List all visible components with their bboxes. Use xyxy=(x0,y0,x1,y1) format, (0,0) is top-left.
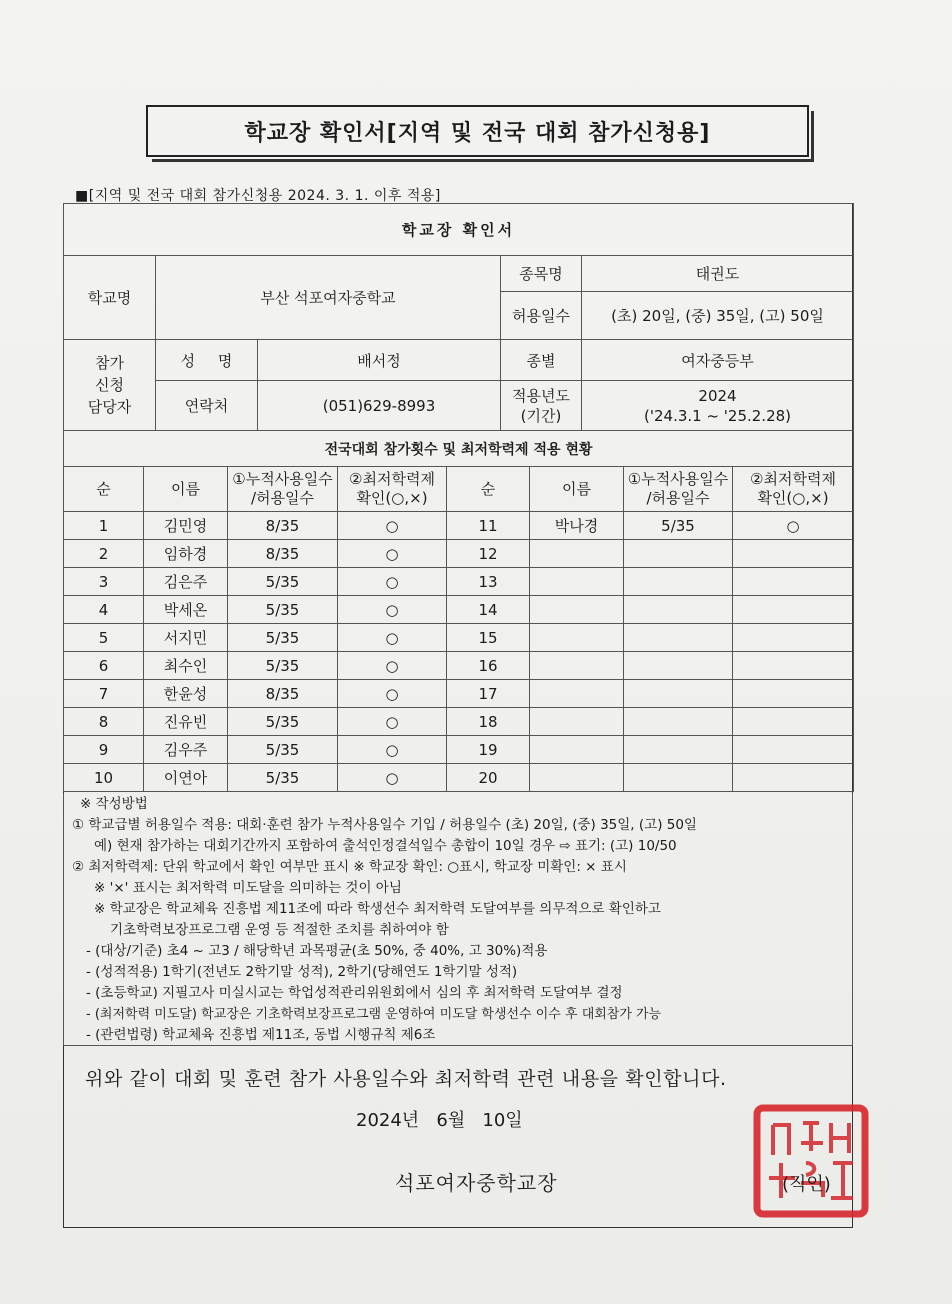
school-value: 부산 석포여자중학교 xyxy=(156,256,501,340)
seq-cell: 11 xyxy=(447,512,530,540)
seq-cell: 15 xyxy=(447,624,530,652)
days-used-cell xyxy=(624,652,733,680)
note-line: 기초학력보장프로그램 운영 등 적절한 조치를 취하여야 함 xyxy=(110,922,449,938)
seq-cell: 17 xyxy=(447,680,530,708)
seq-cell: 18 xyxy=(447,708,530,736)
notes-heading: ※ 작성방법 xyxy=(80,796,148,812)
contact-label-line2: 신청 xyxy=(95,376,124,394)
seq-cell: 12 xyxy=(447,540,530,568)
period-label-line1: 적용년도 xyxy=(512,386,570,405)
period-year: 2024 xyxy=(698,386,737,405)
confirmation-text: 위와 같이 대회 및 훈련 참가 사용일수와 최저학력 관련 내용을 확인합니다. xyxy=(85,1068,727,1090)
student-name-cell xyxy=(530,540,624,568)
seq-cell: 16 xyxy=(447,652,530,680)
issue-date: 2024년 6월 10일 xyxy=(356,1110,523,1131)
header-academic-right xyxy=(733,467,854,512)
academic-check-cell xyxy=(733,708,854,736)
academic-check-cell: ○ xyxy=(338,736,447,764)
participation-table xyxy=(63,466,854,792)
note-line: 예) 현재 참가하는 대회기간까지 포함하여 출석인정결석일수 총합이 10일 경우 ⇨ 표기: (고) 10/50 xyxy=(94,838,677,854)
academic-check-cell: ○ xyxy=(338,596,447,624)
contact-group-label xyxy=(64,340,156,431)
table-row xyxy=(64,512,854,540)
student-name-cell: 최수인 xyxy=(144,652,228,680)
period-label-line2: (기간) xyxy=(520,406,562,425)
student-name-cell xyxy=(530,680,624,708)
allowed-days-value: (초) 20일, (중) 35일, (고) 50일 xyxy=(582,292,854,340)
note-line: - (대상/기준) 초4 ~ 고3 / 해당학년 과목평균(초 50%, 중 40%, 고 30%)적용 xyxy=(86,943,548,959)
days-used-cell xyxy=(624,680,733,708)
academic-check-cell xyxy=(733,680,854,708)
days-used-cell: 5/35 xyxy=(228,764,338,792)
event-value: 태권도 xyxy=(582,256,854,292)
seq-cell: 9 xyxy=(64,736,144,764)
table-row xyxy=(64,764,854,792)
note-line: - (성적적용) 1학기(전년도 2학기말 성적), 2학기(당해연도 1학기말 성적) xyxy=(86,964,518,980)
days-used-cell: 5/35 xyxy=(228,652,338,680)
student-name-cell xyxy=(530,764,624,792)
instructions-section xyxy=(63,793,853,1046)
student-name-cell: 임하경 xyxy=(144,540,228,568)
header-seq-left: 순 xyxy=(64,467,144,512)
days-used-cell xyxy=(624,540,733,568)
student-name-cell xyxy=(530,596,624,624)
student-name-cell: 진유빈 xyxy=(144,708,228,736)
table-row xyxy=(64,652,854,680)
header-days-line2: /허용일수 xyxy=(250,489,314,507)
student-name-cell: 서지민 xyxy=(144,624,228,652)
note-line: - (최저학력 미도달) 학교장은 기초학력보장프로그램 운영하여 미도달 학생선수 이수 후 대회참가 가능 xyxy=(86,1007,662,1022)
name-label: 성 명 xyxy=(156,340,258,381)
header-seq-right: 순 xyxy=(447,467,530,512)
info-table xyxy=(63,203,854,467)
student-name-cell xyxy=(530,652,624,680)
period-value xyxy=(582,381,854,431)
category-label: 종별 xyxy=(501,340,582,381)
student-name-cell: 김은주 xyxy=(144,568,228,596)
academic-check-cell: ○ xyxy=(338,652,447,680)
applicability-note: ■[지역 및 전국 대회 참가신청용 2024. 3. 1. 이후 적용] xyxy=(75,188,441,204)
principal-signature: 석포여자중학교장 xyxy=(395,1171,558,1195)
student-name-cell: 김우주 xyxy=(144,736,228,764)
official-seal-stamp xyxy=(751,1103,871,1219)
seq-cell: 19 xyxy=(447,736,530,764)
header-days-line1: ①누적사용일수 xyxy=(627,470,729,488)
student-rows xyxy=(64,512,854,792)
note-line: ① 학교급별 허용일수 적용: 대회·훈련 참가 누적사용일수 기입 / 허용일수 (초) 20일, (중) 35일, (고) 50일 xyxy=(72,817,697,833)
academic-check-cell xyxy=(733,596,854,624)
period-range: ('24.3.1 ~ '25.2.28) xyxy=(644,406,792,425)
header-name-left: 이름 xyxy=(144,467,228,512)
student-name-cell xyxy=(530,708,624,736)
academic-check-cell: ○ xyxy=(733,512,854,540)
seq-cell: 5 xyxy=(64,624,144,652)
phone-label: 연락처 xyxy=(156,381,258,431)
category-value: 여자중등부 xyxy=(582,340,854,381)
header-academic-line2: 확인(○,×) xyxy=(356,489,428,507)
days-used-cell: 8/35 xyxy=(228,540,338,568)
header-academic-line1: ②최저학력제 xyxy=(750,470,836,488)
student-name-cell: 한윤성 xyxy=(144,680,228,708)
period-label xyxy=(501,381,582,431)
header-academic-line2: 확인(○,×) xyxy=(757,489,829,507)
days-used-cell: 5/35 xyxy=(624,512,733,540)
contact-label-line1: 참가 xyxy=(95,354,124,372)
table-row xyxy=(64,680,854,708)
academic-check-cell: ○ xyxy=(338,624,447,652)
name-value: 배서정 xyxy=(258,340,501,381)
academic-check-cell xyxy=(733,764,854,792)
seq-cell: 4 xyxy=(64,596,144,624)
event-label: 종목명 xyxy=(501,256,582,292)
days-used-cell xyxy=(624,764,733,792)
document-title: 학교장 확인서[지역 및 전국 대회 참가신청용] xyxy=(146,105,809,157)
header-days-line1: ①누적사용일수 xyxy=(232,470,333,488)
header-name-right: 이름 xyxy=(530,467,624,512)
days-used-cell: 5/35 xyxy=(228,708,338,736)
student-name-cell: 박나경 xyxy=(530,512,624,540)
student-name-cell xyxy=(530,736,624,764)
student-name-cell: 이연아 xyxy=(144,764,228,792)
table-row xyxy=(64,736,854,764)
days-used-cell xyxy=(624,624,733,652)
table-row xyxy=(64,624,854,652)
academic-check-cell xyxy=(733,652,854,680)
student-name-cell xyxy=(530,624,624,652)
academic-check-cell: ○ xyxy=(338,680,447,708)
table-row xyxy=(64,596,854,624)
days-used-cell: 5/35 xyxy=(228,596,338,624)
header-days-left xyxy=(228,467,338,512)
student-name-cell: 박세온 xyxy=(144,596,228,624)
header-academic-left xyxy=(338,467,447,512)
note-line: ※ 학교장은 학교체육 진흥법 제11조에 따라 학생선수 최저학력 도달여부를 의무적으로 확인하고 xyxy=(94,901,661,917)
allowed-days-label: 허용일수 xyxy=(501,292,582,340)
academic-check-cell xyxy=(733,568,854,596)
days-used-cell: 8/35 xyxy=(228,512,338,540)
seq-cell: 8 xyxy=(64,708,144,736)
academic-check-cell: ○ xyxy=(338,540,447,568)
days-used-cell xyxy=(624,708,733,736)
school-label: 학교명 xyxy=(64,256,156,340)
academic-check-cell xyxy=(733,624,854,652)
table-row xyxy=(64,708,854,736)
seq-cell: 13 xyxy=(447,568,530,596)
seq-cell: 2 xyxy=(64,540,144,568)
days-used-cell xyxy=(624,736,733,764)
academic-check-cell: ○ xyxy=(338,512,447,540)
note-line: ② 최저학력제: 단위 학교에서 확인 여부만 표시 ※ 학교장 확인: ○표시, 학교장 미확인: × 표시 xyxy=(72,859,627,875)
table-row xyxy=(64,540,854,568)
table-row xyxy=(64,568,854,596)
student-name-cell: 김민영 xyxy=(144,512,228,540)
seq-cell: 3 xyxy=(64,568,144,596)
table-caption: 전국대회 참가횟수 및 최저학력제 적용 현황 xyxy=(64,431,854,467)
student-name-cell xyxy=(530,568,624,596)
days-used-cell: 5/35 xyxy=(228,568,338,596)
seq-cell: 1 xyxy=(64,512,144,540)
days-used-cell: 5/35 xyxy=(228,624,338,652)
seq-cell: 6 xyxy=(64,652,144,680)
seq-cell: 10 xyxy=(64,764,144,792)
seq-cell: 7 xyxy=(64,680,144,708)
seq-cell: 20 xyxy=(447,764,530,792)
academic-check-cell: ○ xyxy=(338,568,447,596)
note-line: ※ '×' 표시는 최저학력 미도달을 의미하는 것이 아님 xyxy=(94,880,402,896)
academic-check-cell: ○ xyxy=(338,708,447,736)
header-days-right xyxy=(624,467,733,512)
header-academic-line1: ②최저학력제 xyxy=(349,470,435,488)
academic-check-cell xyxy=(733,540,854,568)
phone-value: (051)629-8993 xyxy=(258,381,501,431)
seq-cell: 14 xyxy=(447,596,530,624)
days-used-cell xyxy=(624,596,733,624)
days-used-cell: 8/35 xyxy=(228,680,338,708)
academic-check-cell xyxy=(733,736,854,764)
seal-label: (직인) xyxy=(782,1174,831,1195)
contact-label-line3: 담당자 xyxy=(87,398,132,416)
form-title: 학교장 확인서 xyxy=(64,204,854,256)
header-days-line2: /허용일수 xyxy=(646,489,710,507)
academic-check-cell: ○ xyxy=(338,764,447,792)
days-used-cell xyxy=(624,568,733,596)
note-line: - (초등학교) 지필고사 미실시교는 학업성적관리위원회에서 심의 후 최저학력 도달여부 결정 xyxy=(86,985,623,1001)
days-used-cell: 5/35 xyxy=(228,736,338,764)
note-line: - (관련법령) 학교체육 진흥법 제11조, 동법 시행규칙 제6조 xyxy=(86,1027,436,1043)
